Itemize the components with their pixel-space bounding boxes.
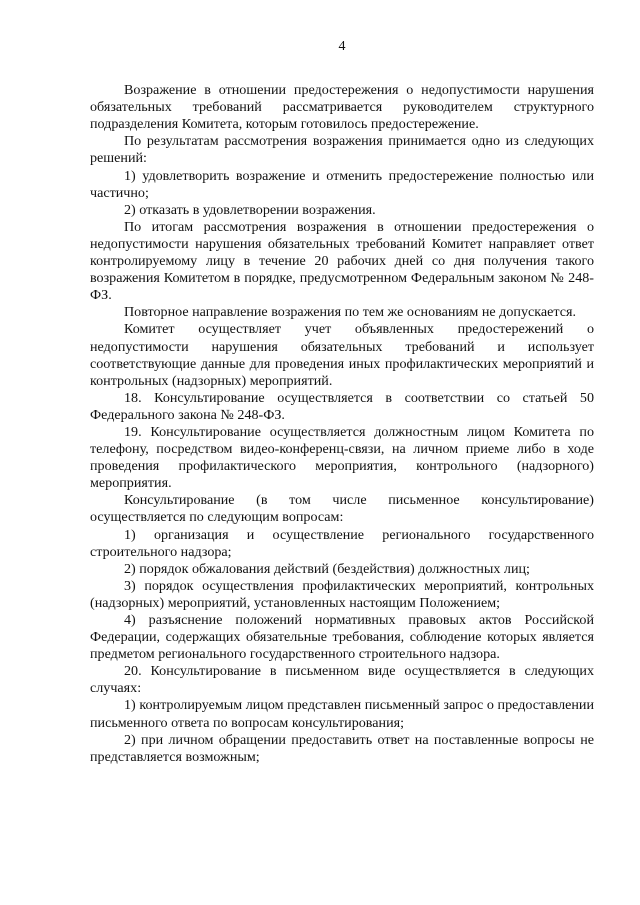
paragraph: Комитет осуществляет учет объявленных предостережений о недопустимости нарушения обязательных требований и использует соответствующие данные для проведения иных профилактических мероприятий и контрольных (надзорных) мероприятий. <box>90 321 594 389</box>
document-body <box>90 82 594 766</box>
paragraph: По итогам рассмотрения возражения в отношении предостережения о недопустимости нарушения обязательных требований Комитет направляет ответ контролируемому лицу в течение 20 рабочих дней со дня получения такого возражения Комитетом в порядке, предусмотренном Федеральным законом № 248-ФЗ. <box>90 218 594 304</box>
paragraph: 2) отказать в удовлетворении возражения. <box>124 201 376 218</box>
paragraph: 19. Консультирование осуществляется должностным лицом Комитета по телефону, посредством видео-конференц-связи, на личном приеме либо в ходе проведения профилактического мероприятия, контрольного (надзорного) мероприятия. <box>90 423 594 492</box>
paragraph: 2) при личном обращении предоставить ответ на поставленные вопросы не представляется возможным; <box>90 731 594 765</box>
paragraph: По результатам рассмотрения возражения принимается одно из следующих решений: <box>90 133 594 167</box>
paragraph: 2) порядок обжалования действий (бездействия) должностных лиц; <box>124 560 530 577</box>
paragraph: Консультирование (в том числе письменное консультирование) осуществляется по следующим вопросам: <box>90 492 594 526</box>
paragraph: 1) удовлетворить возражение и отменить предостережение полностью или частично; <box>90 167 594 201</box>
paragraph: 1) организация и осуществление регионального государственного строительного надзора; <box>90 526 594 560</box>
page-number: 4 <box>338 39 346 54</box>
paragraph: 4) разъяснение положений нормативных правовых актов Российской Федерации, содержащих обязательные требования, соблюдение которых является предметом регионального государственного строительного надзора. <box>90 612 594 663</box>
paragraph: 1) контролируемым лицом представлен письменный запрос о предоставлении письменного ответа по вопросам консультирования; <box>90 697 594 731</box>
paragraph: Повторное направление возражения по тем же основаниям не допускается. <box>124 304 576 321</box>
paragraph: 20. Консультирование в письменном виде осуществляется в следующих случаях: <box>90 663 594 697</box>
paragraph: 18. Консультирование осуществляется в соответствии со статьей 50 Федерального закона № 248-ФЗ. <box>90 389 594 423</box>
paragraph: Возражение в отношении предостережения о недопустимости нарушения обязательных требований рассматривается руководителем структурного подразделения Комитета, которым готовилось предостережение. <box>90 82 594 133</box>
paragraph: 3) порядок осуществления профилактических мероприятий, контрольных (надзорных) мероприятий, установленных настоящим Положением; <box>90 577 594 611</box>
